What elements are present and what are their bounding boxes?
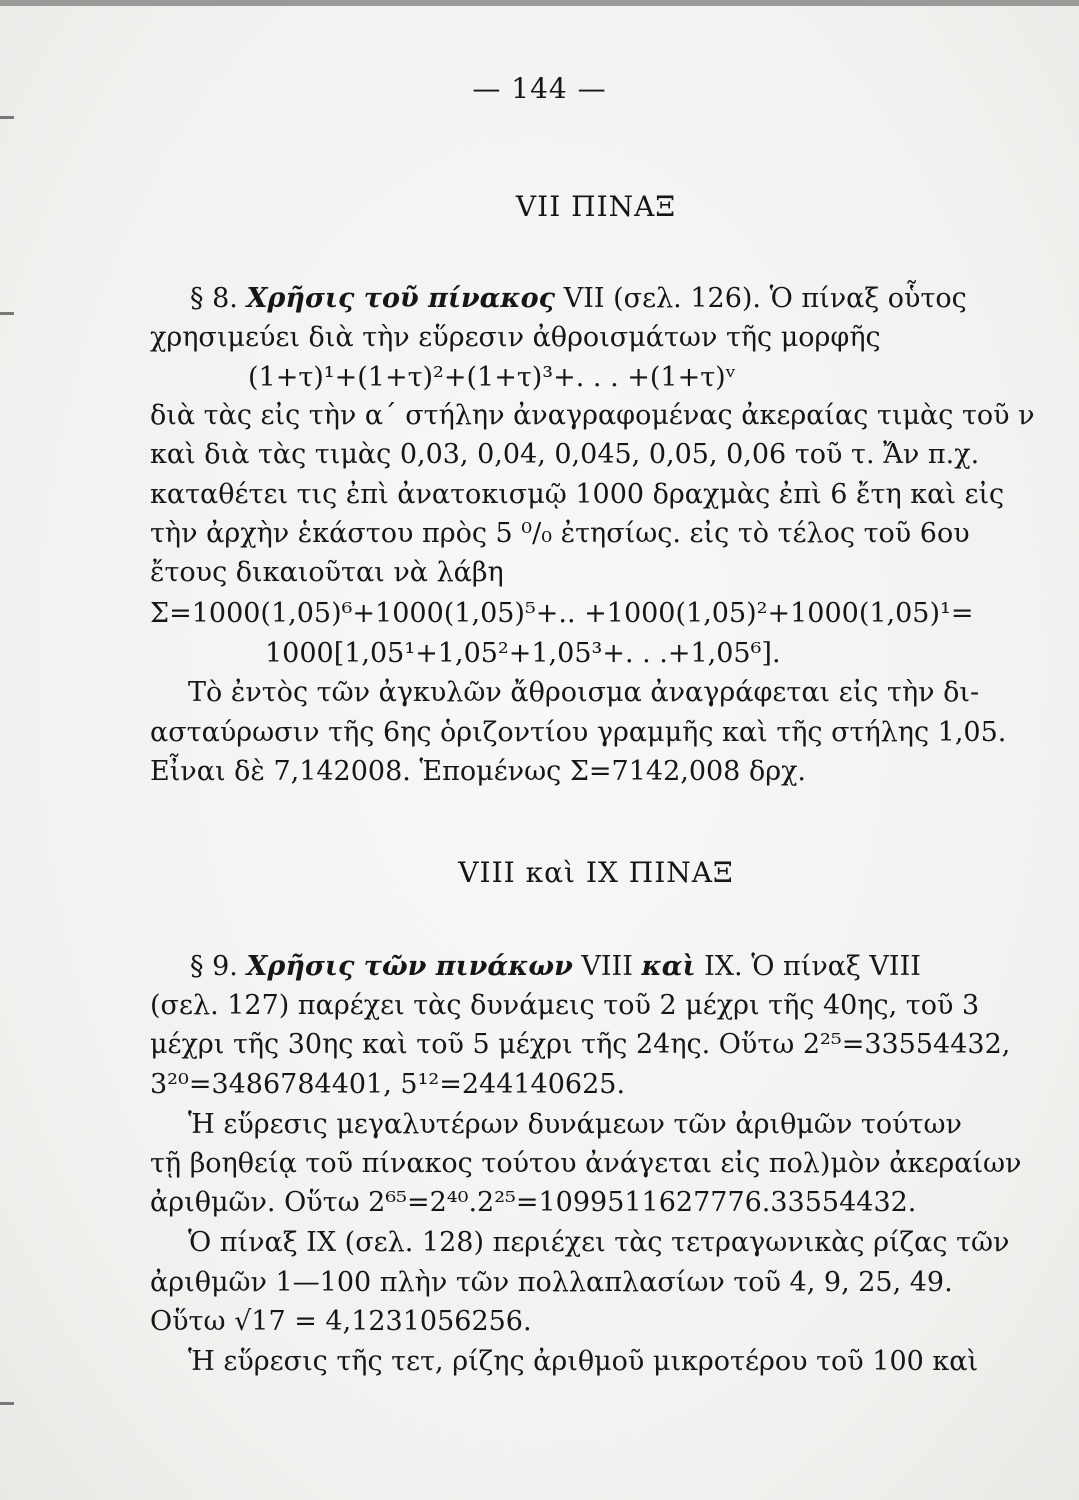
text-line: Τὸ ἐντὸς τῶν ἀγκυλῶν ἄθροισμα ἀναγράφεται εἰς τὴν δι- [188,677,980,708]
margin-mark [0,1402,14,1405]
page-number: — 144 — [472,72,607,105]
section-heading-vii: VII ΠΙΝΑΞ [515,190,677,223]
intro-text: VIII [572,951,642,982]
margin-mark [0,312,14,315]
text-line: μέχρι τῆς 30ης καὶ τοῦ 5 μέχρι τῆς 24ης. Οὕτω 2²⁵=33554432, [150,1029,1011,1060]
section-title-bold: Χρῆσις τοῦ πίνακος [246,283,556,314]
intro-text: IX. Ὁ πίναξ VIII [695,951,921,982]
intro-bold-and: καὶ [641,951,696,982]
margin-mark [0,116,14,119]
section-heading-viii-ix: VIII καὶ IX ΠΙΝΑΞ [458,856,734,889]
text-line: τῇ βοηθείᾳ τοῦ πίνακος τούτου ἀνάγεται εἰς πολ)μὸν ἀκεραίων [150,1148,1022,1179]
section-number: § 9. [190,951,247,982]
text-line: (σελ. 127) παρέχει τὰς δυνάμεις τοῦ 2 μέχρι τῆς 40ης, τοῦ 3 [150,990,980,1021]
formula-line: (1+τ)¹+(1+τ)²+(1+τ)³+. . . +(1+τ)ᵛ [248,362,736,393]
text-line: Ἡ εὕρεσις τῆς τετ, ρίζης ἀριθμοῦ μικροτέρου τοῦ 100 καὶ [188,1346,979,1377]
text-line: Ὁ πίναξ IX (σελ. 128) περιέχει τὰς τετραγωνικὰς ρίζας τῶν [188,1227,1010,1258]
formula-line: 1000[1,05¹+1,05²+1,05³+. . .+1,05⁶]. [265,638,781,669]
text-line: ἀριθμῶν. Οὕτω 2⁶⁵=2⁴⁰.2²⁵=1099511627776.33554432. [150,1187,917,1218]
scan-top-edge [0,0,1079,6]
text-line: ἔτους δικαιοῦται νὰ λάβη [150,557,504,588]
text-line: ἀριθμῶν 1—100 πλὴν τῶν πολλαπλασίων τοῦ 4, 9, 25, 49. [150,1267,953,1298]
text-line: Ἡ εὕρεσις μεγαλυτέρων δυνάμεων τῶν ἀριθμῶν τούτων [188,1109,962,1140]
text-line: τὴν ἀρχὴν ἑκάστου πρὸς 5 ⁰/₀ ἐτησίως. εἰς τὸ τέλος τοῦ 6ου [150,518,970,549]
text-line: ασταύρωσιν τῆς 6ης ὁριζοντίου γραμμῆς καὶ τῆς στήλης 1,05. [150,717,1007,748]
text-line: Εἶναι δὲ 7,142008. Ἑπομένως Σ=7142,008 δρχ. [150,756,807,787]
intro-text: VII (σελ. 126). Ὁ πίναξ οὗτος [555,283,967,314]
formula-line: Σ=1000(1,05)⁶+1000(1,05)⁵+.. +1000(1,05)²+1000(1,05)¹= [150,598,974,629]
text-line: 3²⁰=3486784401, 5¹²=244140625. [150,1069,626,1100]
text-line: Οὕτω √17 = 4,1231056256. [150,1306,532,1337]
section-title-bold: Χρῆσις τῶν πινάκων [246,951,573,982]
text-line: χρησιμεύει διὰ τὴν εὕρεσιν ἀθροισμάτων τῆς μορφῆς [150,322,881,353]
text-line: καταθέτει τις ἐπὶ ἀνατοκισμῷ 1000 δραχμὰς ἐπὶ 6 ἔτη καὶ εἰς [150,479,1005,510]
text-line: καὶ διὰ τὰς τιμὰς 0,03, 0,04, 0,045, 0,05, 0,06 τοῦ τ. Ἄν π.χ. [150,439,980,470]
paragraph-intro-8 [190,282,1002,316]
section-number: § 8. [190,283,247,314]
text-line: διὰ τὰς εἰς τὴν α΄ στήλην ἀναγραφομένας ἀκεραίας τιμὰς τοῦ ν [150,400,1035,431]
paragraph-intro-9 [190,950,1002,984]
